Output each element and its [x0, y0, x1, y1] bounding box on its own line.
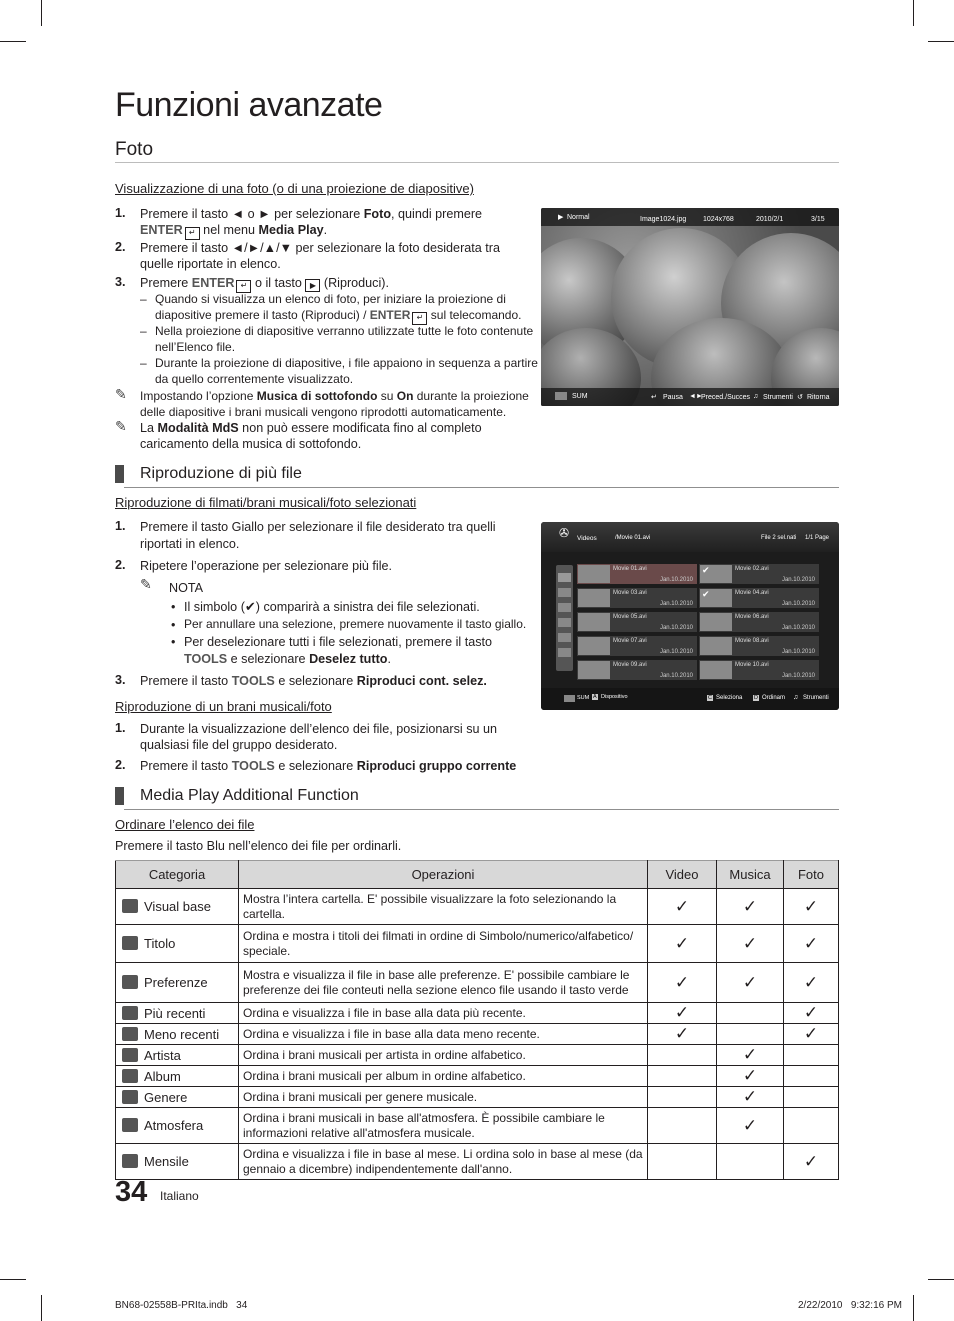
category-label: Titolo — [144, 936, 176, 951]
step-text: Premere il tasto Giallo per selezionare il file desiderato tra quelli riportati in elenco. — [140, 520, 496, 551]
intro-text: Premere il tasto Blu nell’elenco dei file per ordinarli. — [115, 839, 402, 853]
subsection-title: Riproduzione di filmati/brani musicali/foto selezionati — [115, 495, 417, 510]
table-row — [116, 1024, 839, 1045]
section-header-extra — [115, 787, 839, 807]
file-tile[interactable] — [577, 660, 697, 680]
row-operation: Ordina i brani musicali per artista in ordine alfabetico. — [239, 1045, 648, 1066]
row-check-m: ✓ — [717, 1087, 784, 1108]
note-pencil-icon: ✎ — [140, 576, 152, 592]
osd-date: 2010/2/1 — [756, 216, 784, 223]
row-category — [116, 889, 239, 925]
osd-lr-icon: ◄► — [689, 393, 703, 400]
category-label: Meno recenti — [144, 1026, 220, 1042]
film-reel-icon: ✇ — [559, 526, 570, 540]
row-category — [116, 1045, 239, 1066]
category-label: Artista — [144, 1047, 181, 1063]
row-check-f — [784, 1045, 839, 1066]
file-thumbnail — [578, 613, 610, 631]
row-operation: Ordina e visualizza i file in base alla data meno recente. — [239, 1024, 648, 1045]
list-selinfo: File 2 sel.nati — [761, 535, 797, 541]
step-text: Premere ENTER ↵ o il tasto ▶ (Riproduci). — [140, 275, 389, 293]
note-text: La Modalità MdS non può essere modificata fino al completo caricamento della musica di sottofondo. — [140, 421, 482, 451]
row-check-m: ✓ — [717, 1108, 784, 1144]
osd-count: 3/15 — [811, 216, 825, 223]
file-tile[interactable] — [699, 660, 819, 680]
crop-mark — [913, 0, 914, 26]
col-header-categoria: Categoria — [116, 861, 239, 889]
osd-return: Ritorna — [807, 394, 830, 401]
enter-icon: ↵ — [236, 280, 251, 293]
row-operation: Mostra l’intera cartella. E' possibile visualizzare la foto selezionando la cartella. — [239, 889, 648, 925]
list-path: /Movie 01.avi — [615, 535, 651, 541]
photo-viewer-screenshot — [541, 208, 839, 406]
osd-pause: Pausa — [663, 394, 683, 401]
artist-icon — [122, 1048, 138, 1062]
osd-filename: Image1024.jpg — [640, 216, 687, 223]
calendar-recent-icon — [122, 1006, 138, 1020]
file-name: Movie 06.avi — [735, 614, 769, 620]
sort-folder-icon — [558, 573, 571, 582]
file-date: Jan.10.2010 — [659, 577, 693, 583]
table-row — [116, 889, 839, 925]
row-operation: Ordina e visualizza i file in base al mese. Li ordina solo in base al mese (da gennaio a dicembre) indipendentemente dall'anno. — [239, 1144, 648, 1180]
row-check-f — [784, 1066, 839, 1087]
list-tools: Strumenti — [803, 695, 829, 701]
row-check-v — [648, 1087, 717, 1108]
checkmark-icon: ✔ — [244, 599, 256, 614]
file-tile[interactable] — [577, 588, 697, 608]
file-date: Jan.10.2010 — [781, 577, 815, 583]
file-name: Movie 09.avi — [613, 662, 647, 668]
row-operation: Ordina e visualizza i file in base alla data più recente. — [239, 1003, 648, 1024]
file-name: Movie 04.avi — [735, 590, 769, 596]
crop-mark — [0, 1279, 26, 1280]
detail-text: Nella proiezione di diapositive verranno utilizzate tutte le foto contenute nell’Elenco file. — [155, 324, 534, 354]
dash-marker: – — [140, 356, 147, 370]
footer-timestamp: 2/22/2010 9:32:16 PM — [798, 1300, 902, 1311]
category-label: Visual base — [144, 899, 211, 914]
row-check-f: ✓ — [784, 1024, 839, 1045]
row-check-f: ✓ — [784, 889, 839, 925]
osd-resolution: 1024x768 — [703, 216, 734, 223]
subsection-title: Riproduzione di un brani musicali/foto — [115, 699, 332, 714]
table-row — [116, 1108, 839, 1144]
step-text: Premere il tasto ◄/►/▲/▼ per selezionare la foto desiderata tra quelle riportate in elenco. — [140, 241, 500, 271]
osd-prev-next: Preced./Succes — [701, 394, 751, 401]
footer-file-info: BN68-02558B-PRIta.indb 34 — [115, 1300, 248, 1311]
tools-icon: ♫ — [793, 694, 799, 701]
row-check-f — [784, 1108, 839, 1144]
file-name: Movie 07.avi — [613, 638, 647, 644]
file-date: Jan.10.2010 — [781, 601, 815, 607]
mood-icon — [122, 1118, 138, 1132]
step-number: 1. — [115, 721, 126, 735]
osd-mode: Normal — [567, 214, 590, 221]
list-sum: SUM — [577, 695, 590, 701]
list-title: Videos — [577, 535, 597, 542]
osd-icon: ▶ — [558, 214, 564, 221]
row-check-v: ✓ — [648, 963, 717, 1003]
row-check-v — [648, 1066, 717, 1087]
row-category — [116, 925, 239, 963]
category-label: Mensile — [144, 1154, 189, 1169]
key-d-icon: D — [754, 695, 758, 701]
row-check-m: ✓ — [717, 1045, 784, 1066]
table-row — [116, 1087, 839, 1108]
step-text: Premere il tasto TOOLS e selezionare Riproduci cont. selez. — [140, 674, 487, 688]
list-page: 1/1 Page — [805, 535, 830, 541]
osd-sum: SUM — [572, 393, 588, 400]
row-check-v: ✓ — [648, 925, 717, 963]
row-check-f: ✓ — [784, 1144, 839, 1180]
osd-enter-icon: ↵ — [651, 394, 657, 401]
section-divider — [124, 487, 839, 488]
list-select: Seleziona — [716, 695, 743, 701]
file-name: Movie 10.avi — [735, 662, 769, 668]
category-label: Atmosfera — [144, 1118, 204, 1133]
file-tile[interactable] — [699, 612, 819, 632]
note-text: Impostando l’opzione Musica di sottofondo su On durante la proiezione delle diapositive i brani musicali vengono riprodotti automaticamente. — [140, 389, 529, 419]
row-check-f: ✓ — [784, 925, 839, 963]
row-check-v: ✓ — [648, 1003, 717, 1024]
col-header-musica: Musica — [717, 861, 784, 889]
selected-check-icon: ✔ — [702, 589, 710, 599]
album-icon — [122, 1069, 138, 1083]
row-check-v — [648, 1144, 717, 1180]
file-thumbnail — [700, 613, 732, 631]
row-check-f: ✓ — [784, 963, 839, 1003]
title-icon — [122, 936, 138, 950]
section-header-multi — [115, 465, 839, 485]
step-text: Premere il tasto TOOLS e selezionare Riproduci gruppo corrente — [140, 759, 517, 773]
crop-mark — [928, 41, 954, 42]
month-icon — [122, 1154, 138, 1168]
page-language: Italiano — [160, 1189, 199, 1203]
row-check-v — [648, 1045, 717, 1066]
selected-check-icon: ✔ — [702, 565, 710, 575]
table-row — [116, 1066, 839, 1087]
file-date: Jan.10.2010 — [781, 673, 815, 679]
row-operation: Ordina i brani musicali in base all'atmosfera. È possibile cambiare le informazioni relative all'atmosfera musicale. — [239, 1108, 648, 1144]
folder-icon — [122, 899, 138, 913]
row-check-v: ✓ — [648, 889, 717, 925]
row-category — [116, 1003, 239, 1024]
row-check-m: ✓ — [717, 925, 784, 963]
section-title-foto: Foto — [115, 139, 154, 160]
table-row — [116, 1045, 839, 1066]
crop-mark — [928, 1279, 954, 1280]
step-number: 2. — [115, 758, 126, 772]
section-title: Media Play Additional Function — [140, 787, 359, 804]
row-check-v — [648, 1108, 717, 1144]
row-check-f — [784, 1087, 839, 1108]
row-category — [116, 1066, 239, 1087]
osd-return-icon: ↺ — [797, 394, 803, 401]
section-title: Riproduzione di più file — [140, 465, 302, 482]
row-check-f: ✓ — [784, 1003, 839, 1024]
usb-icon — [555, 392, 567, 400]
step-number: 1. — [115, 519, 126, 533]
section-divider — [124, 809, 839, 810]
play-icon: ▶ — [305, 279, 320, 292]
detail-text: Durante la proiezione di diapositive, i file appaiono in sequenza a partire da quello correntemente visualizzato. — [155, 356, 538, 386]
step-number: 2. — [115, 558, 126, 572]
crop-mark — [41, 0, 42, 26]
row-operation: Ordina e mostra i titoli dei filmati in ordine di Simbolo/numerico/alfabetico/ speciale. — [239, 925, 648, 963]
file-date: Jan.10.2010 — [659, 601, 693, 607]
step-text: Durante la visualizzazione dell’elenco dei file, posizionarsi su un qualsiasi file del gruppo desiderato. — [140, 722, 498, 752]
crop-mark — [41, 1295, 42, 1321]
file-name: Movie 02.avi — [735, 566, 769, 572]
file-thumbnail — [578, 637, 610, 655]
enter-icon: ↵ — [185, 227, 200, 240]
file-date: Jan.10.2010 — [781, 625, 815, 631]
file-thumbnail — [578, 565, 610, 583]
file-name: Movie 08.avi — [735, 638, 769, 644]
step-number: 3. — [115, 673, 126, 687]
row-operation: Ordina i brani musicali per genere musicale. — [239, 1087, 648, 1108]
file-name: Movie 03.avi — [613, 590, 647, 596]
row-category — [116, 963, 239, 1003]
row-check-m: ✓ — [717, 1066, 784, 1087]
file-thumbnail — [700, 661, 732, 679]
step-number: 2. — [115, 240, 126, 254]
row-category — [116, 1144, 239, 1180]
list-device: Dispositivo — [601, 694, 628, 700]
bullet: • — [171, 635, 176, 649]
col-header-foto: Foto — [784, 861, 839, 889]
file-thumbnail — [578, 589, 610, 607]
list-sort: Ordinam — [762, 695, 786, 701]
enter-icon: ↵ — [412, 312, 427, 325]
section-bar — [115, 465, 124, 483]
row-category — [116, 1087, 239, 1108]
step-text: Ripetere l’operazione per selezionare più file. — [140, 559, 393, 573]
star-icon — [122, 975, 138, 989]
crop-mark — [913, 1295, 914, 1321]
sort-oldest-icon — [558, 633, 571, 642]
row-check-m — [717, 1024, 784, 1045]
bullet-text: Il simbolo (✔) comparirà a sinistra dei file selezionati. — [184, 599, 480, 614]
file-list-screenshot — [541, 522, 839, 710]
bullet-text: Per annullare una selezione, premere nuovamente il tasto giallo. — [184, 617, 527, 631]
dash-marker: – — [140, 324, 147, 338]
table-row — [116, 963, 839, 1003]
category-label: Preferenze — [144, 975, 208, 990]
key-a-icon: A — [593, 694, 597, 700]
file-tile[interactable] — [577, 612, 697, 632]
step-number: 1. — [115, 206, 126, 220]
row-check-v: ✓ — [648, 1024, 717, 1045]
crop-mark — [0, 41, 26, 42]
file-name: Movie 05.avi — [613, 614, 647, 620]
row-category — [116, 1108, 239, 1144]
subsection-title: Ordinare l’elenco dei file — [115, 817, 255, 832]
note-label: NOTA — [169, 581, 204, 595]
row-check-m — [717, 1144, 784, 1180]
page-title: Funzioni avanzate — [115, 86, 383, 124]
file-tile[interactable] — [699, 636, 819, 656]
calendar-oldest-icon — [122, 1027, 138, 1041]
page-number: 34 — [115, 1176, 148, 1208]
key-c-icon: C — [708, 695, 712, 701]
bullet: • — [171, 600, 176, 614]
osd-tools: Strumenti — [763, 394, 793, 401]
file-date: Jan.10.2010 — [659, 649, 693, 655]
sort-genre-icon — [558, 648, 571, 657]
file-date: Jan.10.2010 — [659, 673, 693, 679]
file-thumbnail — [700, 637, 732, 655]
file-tile[interactable] — [577, 636, 697, 656]
section-bar — [115, 787, 124, 805]
sort-recent-icon — [558, 618, 571, 627]
genre-icon — [122, 1090, 138, 1104]
note-pencil-icon: ✎ — [115, 418, 127, 434]
bullet: • — [171, 618, 176, 632]
row-check-m: ✓ — [717, 889, 784, 925]
dash-marker: – — [140, 292, 147, 306]
sort-options-table — [115, 860, 839, 1180]
category-label: Album — [144, 1068, 181, 1084]
row-operation: Ordina i brani musicali per album in ordine alfabetico. — [239, 1066, 648, 1087]
category-label: Genere — [144, 1089, 188, 1105]
col-header-video: Video — [648, 861, 717, 889]
sort-title-icon — [558, 588, 571, 597]
row-category — [116, 1024, 239, 1045]
category-label: Più recenti — [144, 1005, 206, 1021]
sort-star-icon — [558, 603, 571, 612]
file-name: Movie 01.avi — [613, 566, 647, 572]
section-divider — [115, 162, 839, 163]
subsection-title: Visualizzazione di una foto (o di una proiezione de diapositive) — [115, 181, 474, 196]
usb-icon — [564, 695, 575, 702]
bullet-text: Per deselezionare tutti i file selezionati, premere il tasto TOOLS e selezionare Deselez tutto. — [184, 635, 492, 666]
file-thumbnail — [578, 661, 610, 679]
col-header-operazioni: Operazioni — [239, 861, 648, 889]
file-date: Jan.10.2010 — [781, 649, 815, 655]
table-row — [116, 1003, 839, 1024]
file-tile[interactable] — [699, 564, 819, 584]
table-row — [116, 925, 839, 963]
step-text: Premere il tasto ◄ o ► per selezionare Foto, quindi premere ENTER ↵ nel menu Media Play. — [140, 206, 482, 240]
file-tile[interactable] — [699, 588, 819, 608]
row-operation: Mostra e visualizza il file in base alle preferenze. E' possibile cambiare le preferenze dei file conteuti nella sezione elenco file usando il tasto verde — [239, 963, 648, 1003]
table-row — [116, 1144, 839, 1180]
row-check-m: ✓ — [717, 963, 784, 1003]
note-pencil-icon: ✎ — [115, 386, 127, 402]
row-check-m — [717, 1003, 784, 1024]
file-tile[interactable] — [577, 564, 697, 584]
step-number: 3. — [115, 275, 126, 289]
osd-tools-icon: ♫ — [753, 393, 759, 400]
detail-text: Quando si visualizza un elenco di foto, per iniziare la proiezione di diapositive premere il tasto (Riproduci) / ENTER ↵ sul telecomando. — [155, 292, 522, 325]
file-date: Jan.10.2010 — [659, 625, 693, 631]
